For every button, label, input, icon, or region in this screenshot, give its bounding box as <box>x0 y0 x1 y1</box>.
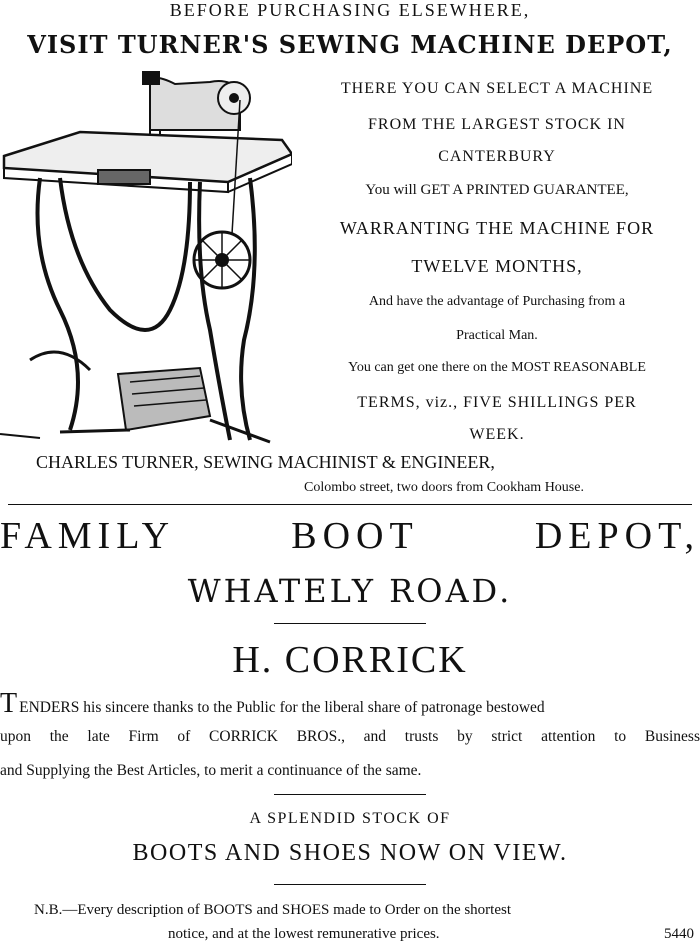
sewing-line-2: FROM THE LARGEST STOCK IN <box>368 116 626 133</box>
short-divider <box>274 884 426 885</box>
section-divider <box>8 504 692 505</box>
sewing-machine-illustration <box>0 70 292 450</box>
sewing-depot-headline: VISIT TURNER'S SEWING MACHINE DEPOT, <box>27 30 673 59</box>
paragraph-line-1 <box>0 688 700 719</box>
proprietor-line: CHARLES TURNER, SEWING MACHINIST & ENGINEER, <box>36 452 495 472</box>
top-line: BEFORE PURCHASING ELSEWHERE, <box>169 0 531 20</box>
boot-depot-title <box>0 514 700 558</box>
title-word-family: FAMILY <box>0 515 176 557</box>
nota-bene-line-2: notice, and at the lowest remunerative prices. <box>168 926 440 942</box>
sewing-line-4: You will GET A PRINTED GUARANTEE, <box>365 182 629 198</box>
sewing-line-11: WEEK. <box>469 426 525 443</box>
title-word-boot: BOOT <box>291 515 419 557</box>
sewing-line-6: TWELVE MONTHS, <box>411 256 583 276</box>
paragraph-line-3: and Supplying the Best Articles, to merit a continuance of the same. <box>0 762 422 779</box>
stock-line: A SPLENDID STOCK OF <box>249 810 451 827</box>
sewing-line-5: WARRANTING THE MACHINE FOR <box>339 218 655 238</box>
drop-cap: T <box>0 688 18 719</box>
sewing-line-9: You can get one there on the MOST REASONABLE <box>348 360 646 375</box>
paragraph-line-2: upon the late Firm of CORRICK BROS., and trusts by strict attention to Business <box>0 728 700 745</box>
address-line: Colombo street, two doors from Cookham House. <box>304 480 584 495</box>
short-divider <box>274 794 426 795</box>
boot-depot-address: WHATELY ROAD. <box>187 572 513 610</box>
proprietor-name: H. CORRICK <box>232 639 468 681</box>
sewing-line-8: Practical Man. <box>456 328 538 343</box>
paragraph-text-1: ENDERS his sincere thanks to the Public for the liberal share of patronage bestowed <box>19 699 545 716</box>
short-divider <box>274 623 426 624</box>
sewing-line-10: TERMS, viz., FIVE SHILLINGS PER <box>357 394 637 411</box>
boots-shoes-line: BOOTS AND SHOES NOW ON VIEW. <box>132 840 568 866</box>
title-word-depot: DEPOT, <box>534 515 700 557</box>
ad-number: 5440 <box>664 926 694 942</box>
nota-bene-line-1: N.B.—Every description of BOOTS and SHOES made to Order on the shortest <box>34 902 512 918</box>
sewing-line-3: CANTERBURY <box>438 148 556 165</box>
sewing-line-7: And have the advantage of Purchasing from a <box>368 294 626 309</box>
sewing-line-1: THERE YOU CAN SELECT A MACHINE <box>340 80 654 97</box>
